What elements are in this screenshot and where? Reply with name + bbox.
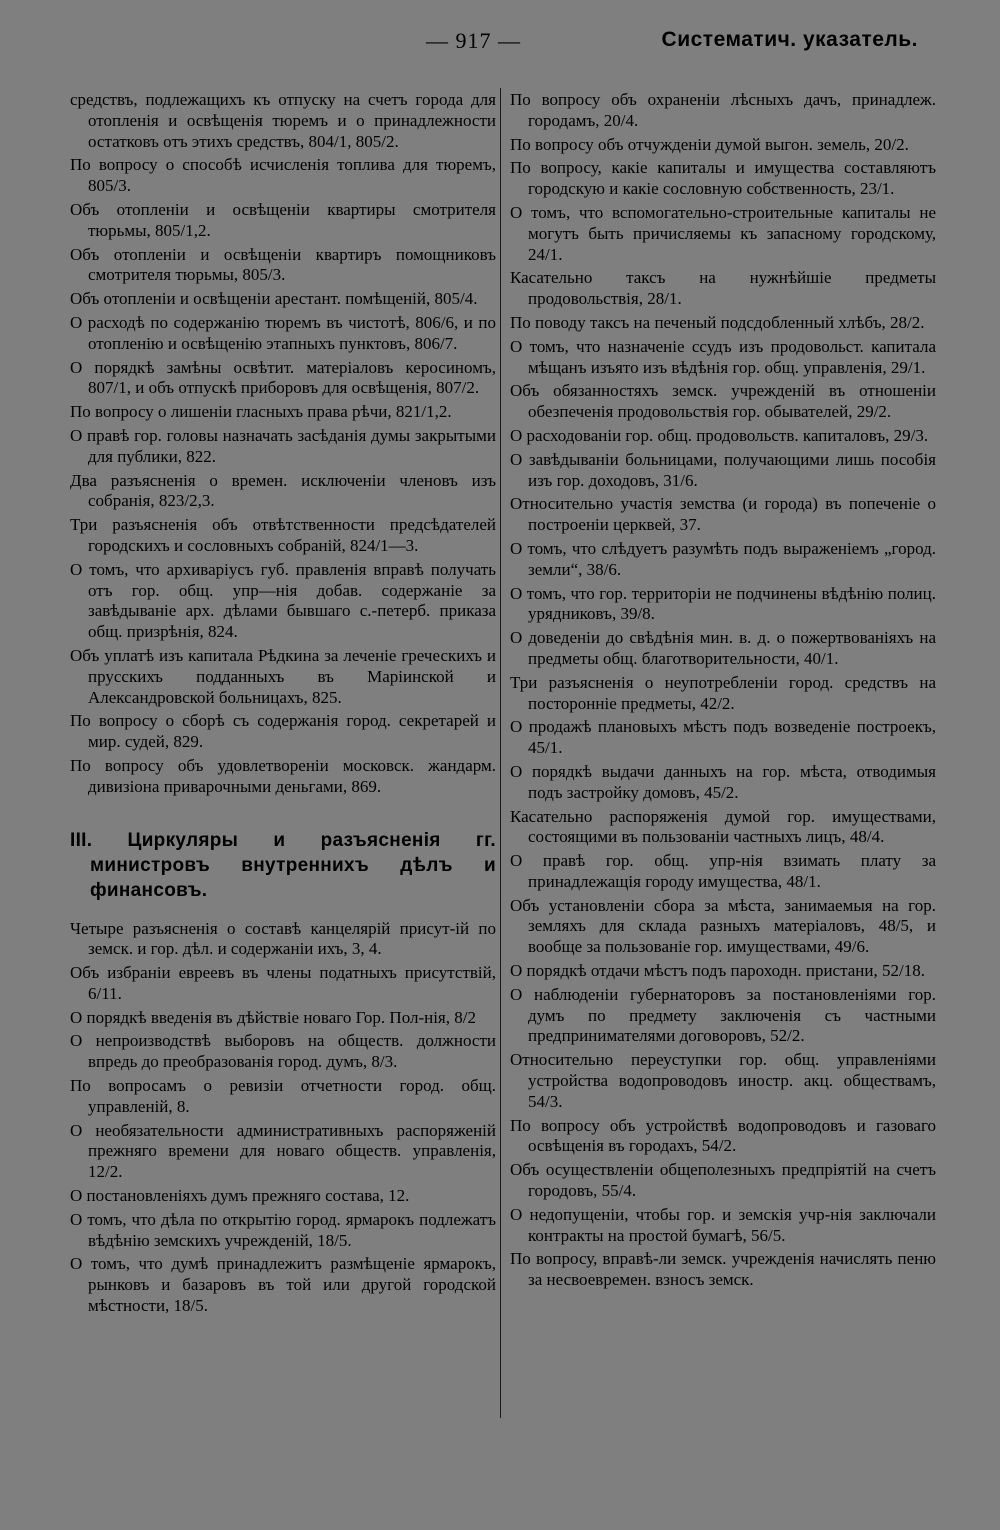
index-entry: О порядкѣ выдачи данныхъ на гор. мѣста, отводимыя подъ застройку домовъ, 45/2.	[510, 761, 936, 802]
index-entry: О порядкѣ введенія въ дѣйствіе новаго Гор. Пол-нія, 8/2	[70, 1007, 476, 1027]
index-entry: Объ установленіи сбора за мѣста, занимаемыя на гор. земляхъ для склада разныхъ матеріаловъ, 48/5, и вообще за пользованіе гор. имуществами, 49/6.	[510, 895, 936, 957]
column-divider	[500, 88, 501, 1418]
index-entry: Объ обязанностяхъ земск. учрежденій въ отношеніи обезпеченія продовольствія гор. обывателей, 29/2.	[510, 381, 936, 422]
left-entries-before	[70, 90, 496, 798]
index-entry: Объ избраніи евреевъ въ члены податныхъ присутствій, 6/11.	[70, 963, 496, 1003]
index-entry: Касательно распоряженія думой гор. имуществами, состоящими въ пользованіи частныхъ лицъ, 48/4.	[510, 806, 936, 847]
index-entry: О томъ, что гор. территоріи не подчинены вѣдѣнію полиц. урядниковъ, 39/8.	[510, 583, 936, 624]
index-entry: О томъ, что назначеніе ссудъ изъ продовольст. капитала мѣщанъ изъято изъ вѣдѣнія гор. общ. управленія, 29/1.	[510, 336, 936, 377]
right-column	[510, 90, 936, 1294]
index-entry: О расходѣ по содержанію тюремъ въ чистотѣ, 806/6, и по отопленію и освѣщенію этапныхъ пунктовъ, 806/7.	[70, 312, 496, 353]
index-entry: О порядкѣ отдачи мѣстъ подъ пароходн. пристани, 52/18.	[510, 961, 925, 981]
index-entry: О томъ, что архиваріусъ губ. правленія вправѣ получать отъ гор. общ. упр—нія добав. содержаніе за завѣдываніе арх. дѣлами бывшаго с.-петерб. приказа общ. призрѣнія, 824.	[70, 559, 496, 642]
index-entry: О доведеніи до свѣдѣнія мин. в. д. о пожертвованіяхъ на предметы общ. благотворительности, 40/1.	[510, 628, 936, 668]
index-entry: По поводу таксъ на печеный подсдобленный хлѣбъ, 28/2.	[510, 312, 925, 332]
index-entry: О томъ, что дѣла по открытію город. ярмарокъ подлежатъ вѣдѣнію земскихъ учрежденій, 18/5.	[70, 1209, 496, 1250]
index-entry: По вопросу о сборѣ съ содержанія город. секретарей и мир. судей, 829.	[70, 711, 496, 752]
index-entry: О недопущеніи, чтобы гор. и земскія учр-нія заключали контракты на простой бумагѣ, 56/5.	[510, 1204, 936, 1245]
index-entry: Объ отопленіи и освѣщеніи квартиры смотрителя тюрьмы, 805/1,2.	[70, 199, 496, 240]
index-entry: По вопросу о лишеніи гласныхъ права рѣчи, 821/1,2.	[70, 402, 452, 422]
index-entry: По вопросу объ устройствѣ водопроводовъ и газоваго освѣщенія въ городахъ, 54/2.	[510, 1115, 936, 1156]
page-number: — 917 —	[426, 28, 521, 53]
index-entry: Два разъясненія о времен. исключеніи членовъ изъ собранія, 823/2,3.	[70, 470, 496, 511]
index-entry: О постановленіяхъ думъ прежняго состава, 12.	[70, 1186, 410, 1206]
index-entry: По вопросу о способѣ исчисленія топлива для тюремъ, 805/3.	[70, 155, 496, 196]
running-title: Систематич. указатель.	[661, 28, 918, 51]
index-entry: О томъ, что думѣ принадлежитъ размѣщеніе ярмарокъ, рынковъ и базаровъ въ той или другой городской мѣстности, 18/5.	[70, 1254, 496, 1316]
index-entry: О правѣ гор. общ. упр-нія взимать плату за принадлежащія городу имущества, 48/1.	[510, 851, 936, 891]
index-entry: По вопросу объ удовлетвореніи московск. жандарм. дивизіона приварочными деньгами, 869.	[70, 755, 496, 796]
index-entry: Три разъясненія объ отвѣтственности предсѣдателей городскихъ и сословныхъ собраній, 824/1—3.	[70, 515, 496, 555]
index-entry: Четыре разъясненія о составѣ канцелярій присут-ій по земск. и гор. дѣл. и содержаніи ихъ, 3, 4.	[70, 918, 496, 959]
page-header	[0, 28, 1000, 62]
index-entry: Объ отопленіи и освѣщеніи арестант. помѣщеній, 805/4.	[70, 289, 478, 309]
index-entry: По вопросу, вправѣ-ли земск. учрежденія начислять пеню за несвоевремен. взносъ земск.	[510, 1249, 936, 1290]
section-heading: III. Циркуляры и разъясненія гг. министровъ внутреннихъ дѣлъ и финансовъ.	[70, 829, 496, 901]
index-entry: Три разъясненія о неупотребленіи город. средствъ на посторонніе предметы, 42/2.	[510, 672, 936, 713]
index-entry: О продажѣ плановыхъ мѣстъ подъ возведеніе построекъ, 45/1.	[510, 717, 936, 758]
index-entry: По вопросу, какіе капиталы и имущества составляютъ городскую и какіе сословную собственность, 23/1.	[510, 158, 936, 199]
index-entry: Объ осуществленіи общеполезныхъ предпріятій на счетъ городовъ, 55/4.	[510, 1160, 936, 1201]
index-entry: О завѣдываніи больницами, получающими лишь пособія изъ гор. доходовъ, 31/6.	[510, 449, 936, 490]
index-entry: О томъ, что вспомогательно-строительные капиталы не могутъ быть причисляемы къ запасному городскому, 24/1.	[510, 202, 936, 264]
left-entries-after	[70, 919, 496, 1317]
index-entry: Объ отопленіи и освѣщеніи квартиръ помощниковъ смотрителя тюрьмы, 805/3.	[70, 244, 496, 285]
index-entry: Объ уплатѣ изъ капитала Рѣдкина за леченіе греческихъ и прусскихъ подданныхъ въ Маріинской и Александровской больницахъ, 825.	[70, 645, 496, 707]
index-entry: По вопросу объ охраненіи лѣсныхъ дачъ, принадлеж. городамъ, 20/4.	[510, 90, 936, 130]
index-entry: средствъ, подлежащихъ къ отпуску на счетъ города для отопленія и освѣщенія тюремъ и о принадлежности остатковъ отъ этихъ средствъ, 804/1, 805/2.	[70, 90, 496, 151]
index-entry: О расходованіи гор. общ. продовольств. капиталовъ, 29/3.	[510, 425, 929, 445]
index-entry: О томъ, что слѣдуетъ разумѣть подъ выраженіемъ „город. земли“, 38/6.	[510, 538, 936, 579]
index-entry: Относительно переуступки гор. общ. управленіями устройства водопроводовъ иностр. акц. обществамъ, 54/3.	[510, 1050, 936, 1111]
index-entry: О правѣ гор. головы назначать засѣданія думы закрытыми для публики, 822.	[70, 425, 496, 466]
index-entry: Относительно участія земства (и города) въ попеченіе о построеніи церквей, 37.	[510, 494, 936, 535]
index-entry: По вопросу объ отчужденіи думой выгон. земель, 20/2.	[510, 134, 909, 154]
index-entry: О необязательности административныхъ распоряженій прежняго времени для новаго обществ. управленія, 12/2.	[70, 1120, 496, 1182]
index-entry: Касательно таксъ на нужнѣйшіе предметы продовольствія, 28/1.	[510, 268, 936, 309]
index-entry: О наблюденіи губернаторовъ за постановленіями гор. думъ по предмету заключенія съ частными предпринимателями договоровъ, 52/2.	[510, 984, 936, 1046]
index-entry: По вопросамъ о ревизіи отчетности город. общ. управленій, 8.	[70, 1076, 496, 1116]
index-entry: О порядкѣ замѣны освѣтит. матеріаловъ керосиномъ, 807/1, и объ отпускѣ приборовъ для освѣщенія, 807/2.	[70, 357, 496, 398]
index-entry: О непроизводствѣ выборовъ на обществ. должности впредь до преобразованія город. думъ, 8/3.	[70, 1031, 496, 1072]
left-column	[70, 90, 496, 1320]
